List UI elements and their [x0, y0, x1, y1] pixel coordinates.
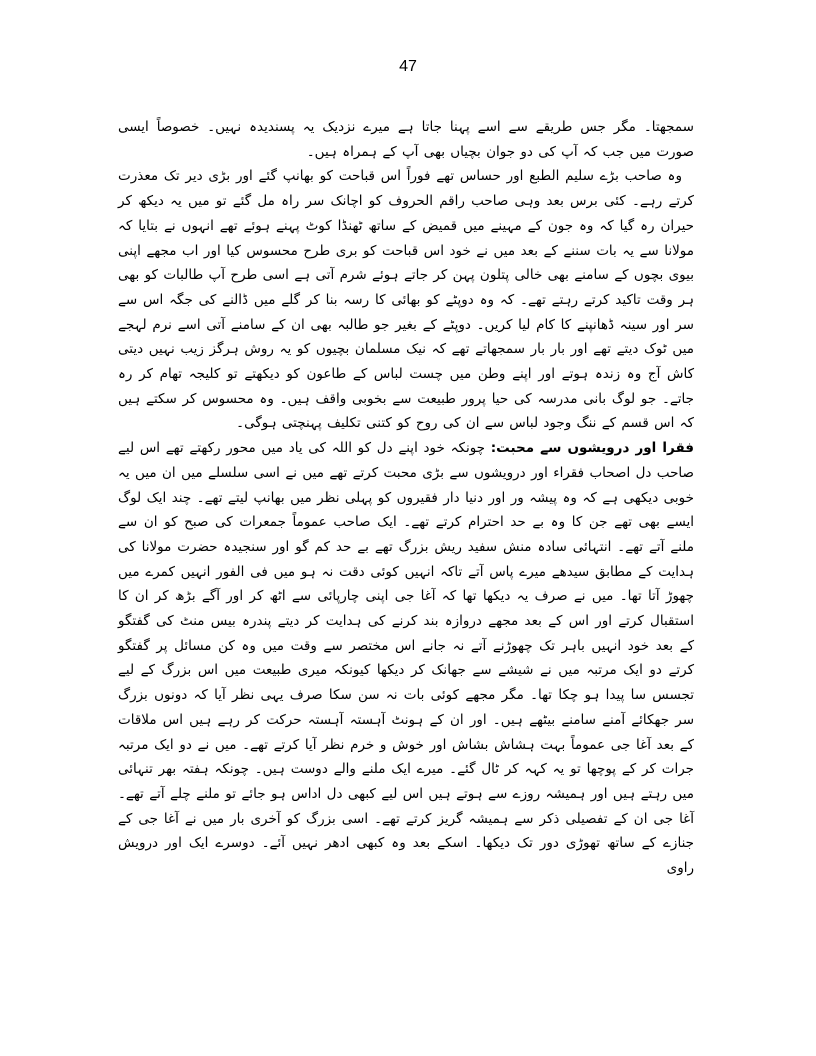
paragraph	[118, 164, 694, 436]
section-heading: فقرا اور درویشوں سے محبت:	[490, 440, 695, 457]
paragraph	[118, 436, 694, 881]
paragraph-text: چونکہ خود اپنے دل کو اللہ کی یاد میں محور رکھتے تھے اس لیے صاحب دل اصحاب فقراء اور درویشوں سے بڑی محبت کرتے تھے میں نے اسی سلسلے میں ان میں یہ خوبی دیکھی ہے کہ وہ پیشہ ور اور دنیا دار فقیروں کو پہلی نظر میں بھانپ لیتے تھے۔ چند ایک لوگ ایسے بھی تھے جن کا وہ بے حد احترام کرتے تھے۔ ایک صاحب عموماً جمعرات کی صبح کو ان سے ملنے آتے تھے۔ انتہائی سادہ منش سفید ریش بزرگ تھے بے حد کم گو اور سنجیدہ حضرت مولانا کی ہدایت کے مطابق سیدھے میرے پاس آتے تاکہ انہیں کوئی دقت نہ ہو میں فی الفور انہیں کمرے میں چھوڑ آتا تھا۔ میں نے صرف یہ دیکھا تھا کہ آغا جی اپنی چارپائی سے اٹھ کر اور آگے بڑھ کر ان کا استقبال کرتے اور اس کے بعد مجھے دروازہ بند کرنے کی ہدایت کر دیتے پندرہ بیس منٹ کی گفتگو کے بعد خود انہیں باہر تک چھوڑنے آتے نہ جانے اس مختصر سے وقت میں وہ کن مسائل پر گفتگو کرتے دو ایک مرتبہ میں نے شیشے سے جھانک کر دیکھا کیونکہ میری طبیعت میں اس بزرگ کے لیے تجسس سا پیدا ہو چکا تھا۔ مگر مجھے کوئی بات نہ سن سکا صرف یہی نظر آیا کہ دونوں بزرگ سر جھکائے آمنے سامنے بیٹھے ہیں۔ اور ان کے ہونٹ آہستہ آہستہ حرکت کر رہے ہیں اس ملاقات کے بعد آغا جی عموماً بہت ہشاش بشاش اور خوش و خرم نظر آیا کرتے تھے۔ میں نے دو ایک مرتبہ جرات کر کے پوچھا تو یہ کہہ کر ٹال گئے۔ میرے ایک ملنے والے دوست ہیں۔ چونکہ ہفتہ بھر تنہائی میں رہتے ہیں اور ہمیشہ روزے سے ہوتے ہیں اس لیے کبھی دل اداس ہو جائے تو ملنے چلے آتے تھے۔ آغا جی ان کے تفصیلی ذکر سے ہمیشہ گریز کرتے تھے۔ اسی بزرگ کو آخری بار میں نے آغا جی کے جنازے کے ساتھ تھوڑی دور تک دیکھا۔ اسکے بعد وہ کبھی ادھر نہیں آئے۔ دوسرے ایک اور درویش راوی	[118, 440, 694, 877]
page-number: 47	[399, 58, 417, 75]
paragraph-text: وہ صاحب بڑے سلیم الطبع اور حساس تھے فوراً اس قباحت کو بھانپ گئے اور بڑی دیر تک معذرت کرتے رہے۔ کئی برس بعد وہی صاحب راقم الحروف کو اچانک سر راہ مل گئے تو میں یہ دیکھ کر حیران رہ گیا کہ وہ جون کے مہینے میں قمیض کے ساتھ ٹھنڈا کوٹ پہنے ہوئے تھے انہوں نے بتایا کہ مولانا سے یہ بات سننے کے بعد میں نے خود اس قباحت کو بری طرح محسوس کیا اور اب مجھے اپنی بیوی بچوں کے سامنے بھی خالی پتلون پہن کر جاتے ہوئے شرم آتی ہے اسی طرح آپ طالبات کو بھی ہر وقت تاکید کرتے رہتے تھے۔ کہ وہ دوپٹے کو بھائی کا رسہ بنا کر گلے میں ڈالنے کی جگہ اس سے سر اور سینہ ڈھانپنے کا کام لیا کریں۔ دوپٹے کے بغیر جو طالبہ بھی ان کے سامنے آتی اسے نرم لہجے میں ٹوک دیتے تھے اور بار بار سمجھاتے تھے کہ نیک مسلمان بچیوں کو یہ روش ہرگز زیب نہیں دیتی کاش آج وہ زندہ ہوتے اور اپنے وطن میں چست لباس کے طاعون کو دیکھتے تو کلیجہ تھام کر رہ جاتے۔ جو لوگ بانی مدرسہ کی حیا پرور طبیعت سے بخوبی واقف ہیں۔ وہ محسوس کر سکتے ہیں کہ اس قسم کے ننگ وجود لباس سے ان کی روح کو کتنی تکلیف پہنچتی ہوگی۔	[118, 168, 694, 432]
paragraph	[118, 115, 694, 164]
body-text	[118, 115, 694, 881]
paragraph-text: سمجھتا۔ مگر جس طریقے سے اسے پہنا جاتا ہے میرے نزدیک یہ پسندیدہ نہیں۔ خصوصاً ایسی صورت میں جب کہ آپ کی دو جوان بچیاں بھی آپ کے ہمراہ ہیں۔	[118, 119, 694, 160]
